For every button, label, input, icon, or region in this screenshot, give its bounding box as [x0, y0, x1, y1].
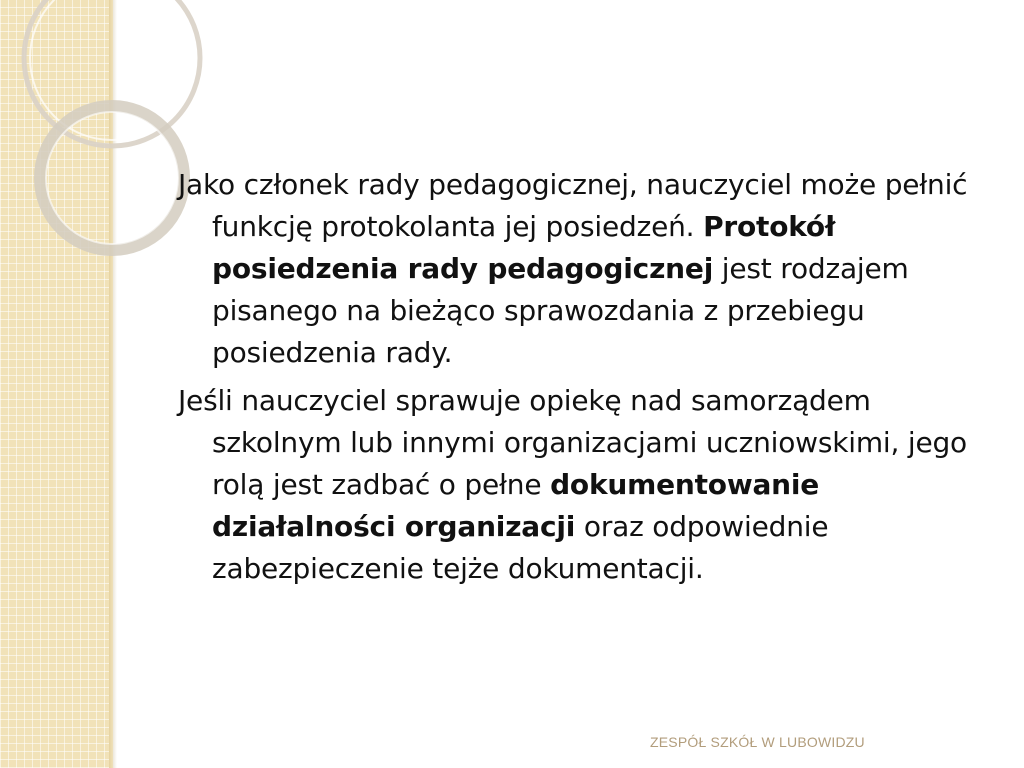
paragraph-1-text-a: Jako członek rady pedagogicznej, nauczyciel może pełnić funkcję protokolanta jej posiedzeń.	[178, 168, 968, 243]
decorative-ring-small-inner	[46, 112, 178, 244]
slide-body	[178, 164, 998, 596]
paragraph-1-text-b: jest rodzajem pisanego na bieżąco sprawozdania z przebiegu posiedzenia rady.	[212, 252, 909, 369]
decorative-ring-small	[40, 106, 184, 250]
paragraph-2-text-b: oraz odpowiednie zabezpieczenie tejże dokumentacji.	[212, 510, 829, 585]
paragraph-2-bold: dokumentowanie działalności organizacji	[212, 468, 820, 543]
paragraph-protocol	[178, 164, 998, 374]
paragraph-1-bold: Protokół posiedzenia rady pedagogicznej	[212, 210, 836, 285]
decorative-ring-large-inner	[30, 0, 194, 140]
slide-footer: ZESPÓŁ SZKÓŁ W LUBOWIDZU	[650, 734, 865, 750]
paragraph-2-text-a: Jeśli nauczyciel sprawuje opiekę nad samorządem szkolnym lub innymi organizacjami uczniowskimi, jego rolą jest zadbać o pełne	[178, 384, 967, 501]
paragraph-student-organizations	[178, 380, 998, 590]
decorative-ring-large	[24, 0, 200, 146]
